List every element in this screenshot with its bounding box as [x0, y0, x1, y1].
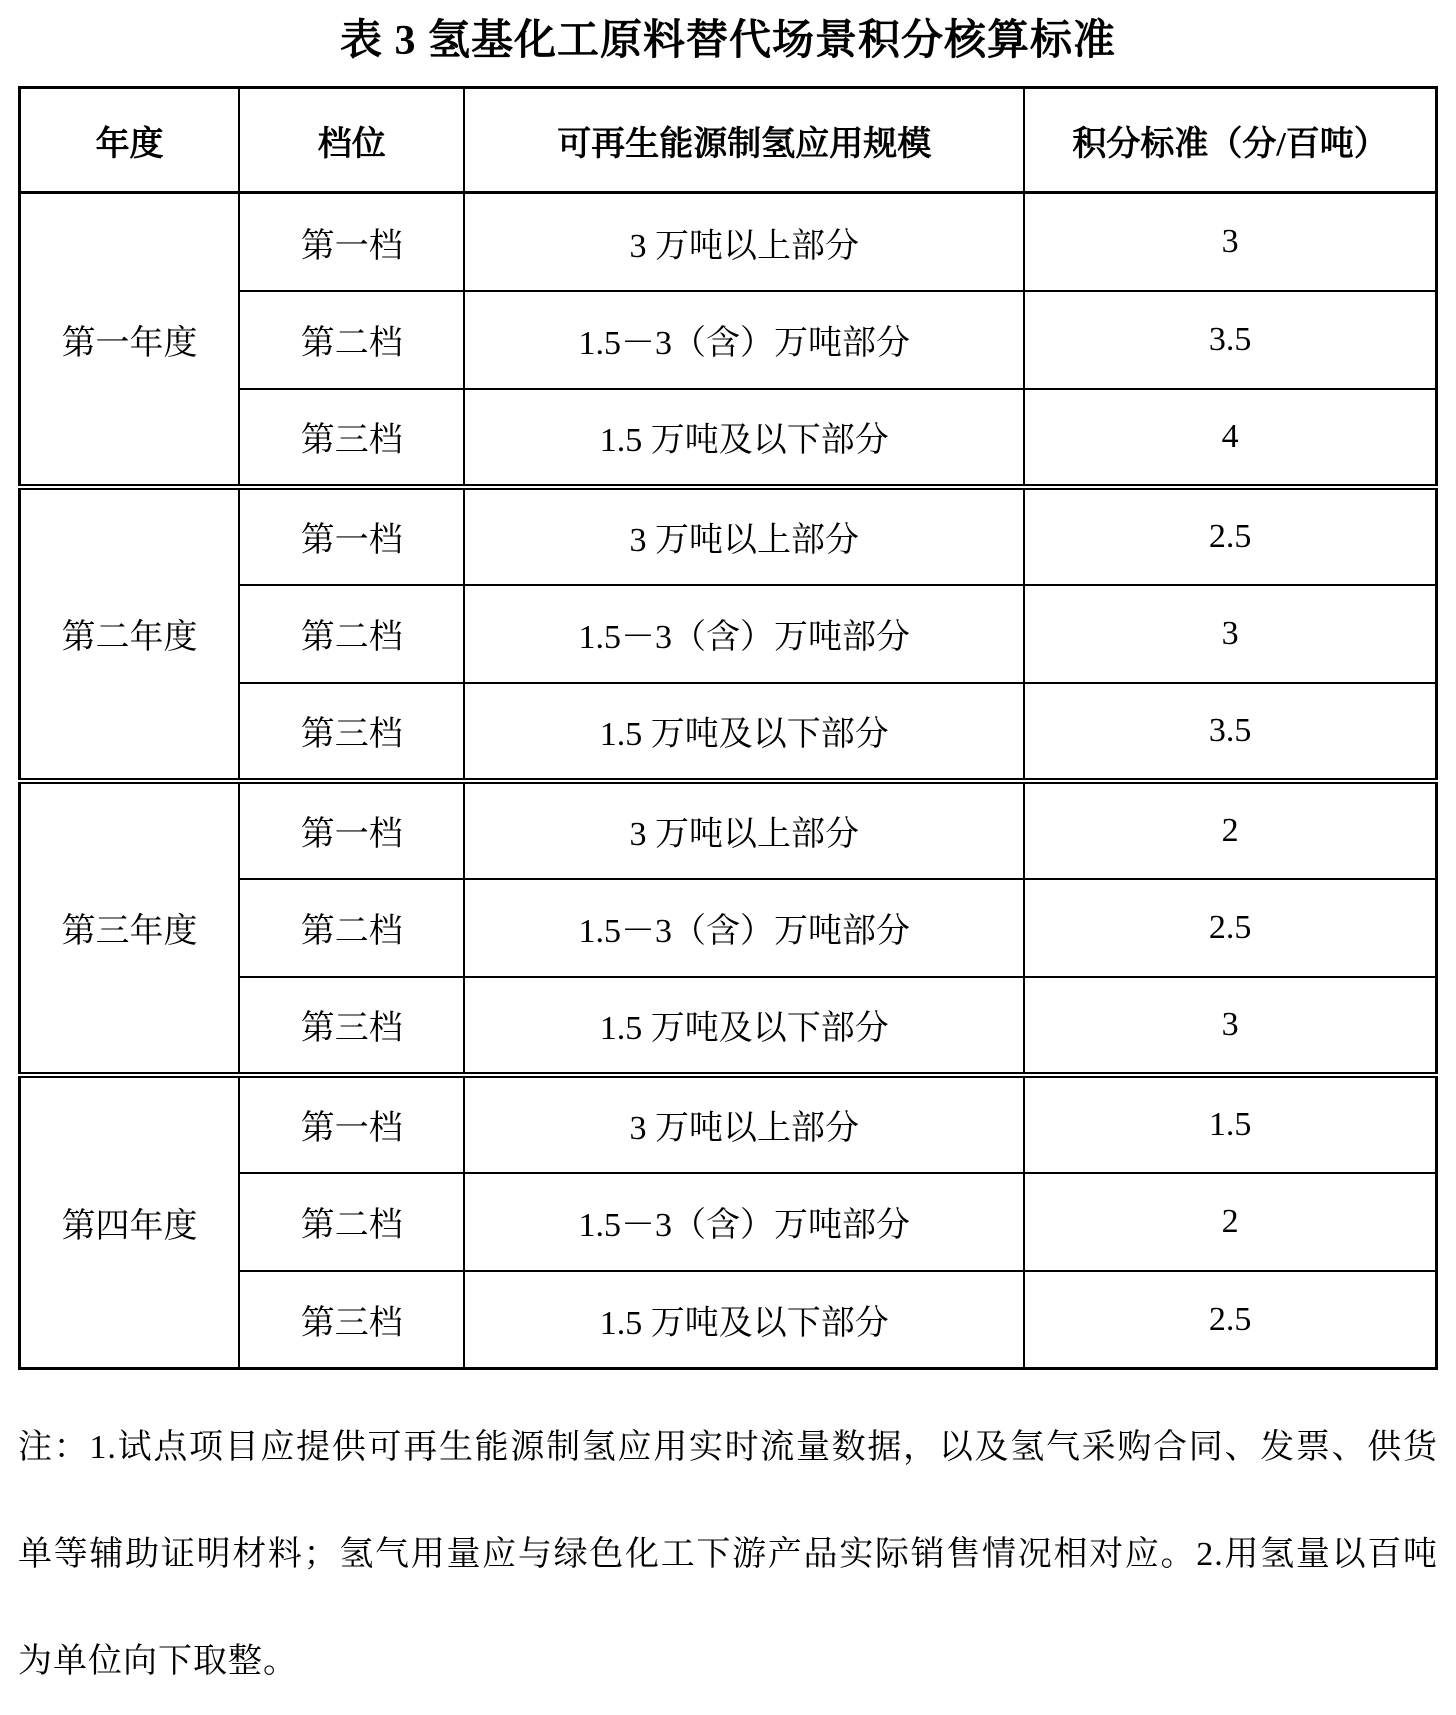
table-row: [20, 1075, 1437, 1173]
tier-cell: 第三档: [239, 683, 464, 781]
tier-cell: 第一档: [239, 1075, 464, 1173]
scale-cell: 1.5－3（含）万吨部分: [464, 879, 1024, 977]
year-cell: 第三年度: [20, 781, 240, 1075]
table-row: [20, 487, 1437, 585]
tier-cell: 第一档: [239, 193, 464, 291]
year-cell: 第四年度: [20, 1075, 240, 1369]
scale-cell: 1.5 万吨及以下部分: [464, 683, 1024, 781]
table-row: [20, 193, 1437, 291]
scale-cell: 1.5－3（含）万吨部分: [464, 291, 1024, 389]
tier-cell: 第三档: [239, 389, 464, 487]
points-cell: 3.5: [1024, 683, 1436, 781]
tier-cell: 第二档: [239, 291, 464, 389]
tier-cell: 第三档: [239, 977, 464, 1075]
header-year: 年度: [20, 88, 240, 193]
scale-cell: 3 万吨以上部分: [464, 487, 1024, 585]
year-cell: 第二年度: [20, 487, 240, 781]
scale-cell: 1.5 万吨及以下部分: [464, 1271, 1024, 1369]
points-cell: 2.5: [1024, 879, 1436, 977]
table-row: [20, 781, 1437, 879]
tier-cell: 第三档: [239, 1271, 464, 1369]
scale-cell: 3 万吨以上部分: [464, 781, 1024, 879]
header-points: 积分标准（分/百吨）: [1024, 88, 1436, 193]
header-scale: 可再生能源制氢应用规模: [464, 88, 1024, 193]
points-cell: 3: [1024, 977, 1436, 1075]
scale-cell: 1.5－3（含）万吨部分: [464, 1173, 1024, 1271]
page-title: 表 3 氢基化工原料替代场景积分核算标准: [339, 18, 1116, 64]
tier-cell: 第一档: [239, 487, 464, 585]
points-cell: 3: [1024, 193, 1436, 291]
scale-cell: 1.5 万吨及以下部分: [464, 389, 1024, 487]
tier-cell: 第一档: [239, 781, 464, 879]
scale-cell: 1.5－3（含）万吨部分: [464, 585, 1024, 683]
scale-cell: 3 万吨以上部分: [464, 193, 1024, 291]
points-cell: 1.5: [1024, 1075, 1436, 1173]
table-header-row: [20, 88, 1437, 193]
points-cell: 3: [1024, 585, 1436, 683]
scoring-table: [18, 86, 1438, 1370]
table-note: 注：1.试点项目应提供可再生能源制氢应用实时流量数据，以及氢气采购合同、发票、供货单等辅助证明材料；氢气用量应与绿色化工下游产品实际销售情况相对应。2.用氢量以百吨为单位向下取整。: [18, 1429, 1438, 1681]
scale-cell: 3 万吨以上部分: [464, 1075, 1024, 1173]
header-tier: 档位: [239, 88, 464, 193]
tier-cell: 第二档: [239, 1173, 464, 1271]
tier-cell: 第二档: [239, 585, 464, 683]
scale-cell: 1.5 万吨及以下部分: [464, 977, 1024, 1075]
tier-cell: 第二档: [239, 879, 464, 977]
points-cell: 2.5: [1024, 487, 1436, 585]
year-cell: 第一年度: [20, 193, 240, 487]
points-cell: 4: [1024, 389, 1436, 487]
points-cell: 3.5: [1024, 291, 1436, 389]
points-cell: 2: [1024, 1173, 1436, 1271]
points-cell: 2: [1024, 781, 1436, 879]
points-cell: 2.5: [1024, 1271, 1436, 1369]
